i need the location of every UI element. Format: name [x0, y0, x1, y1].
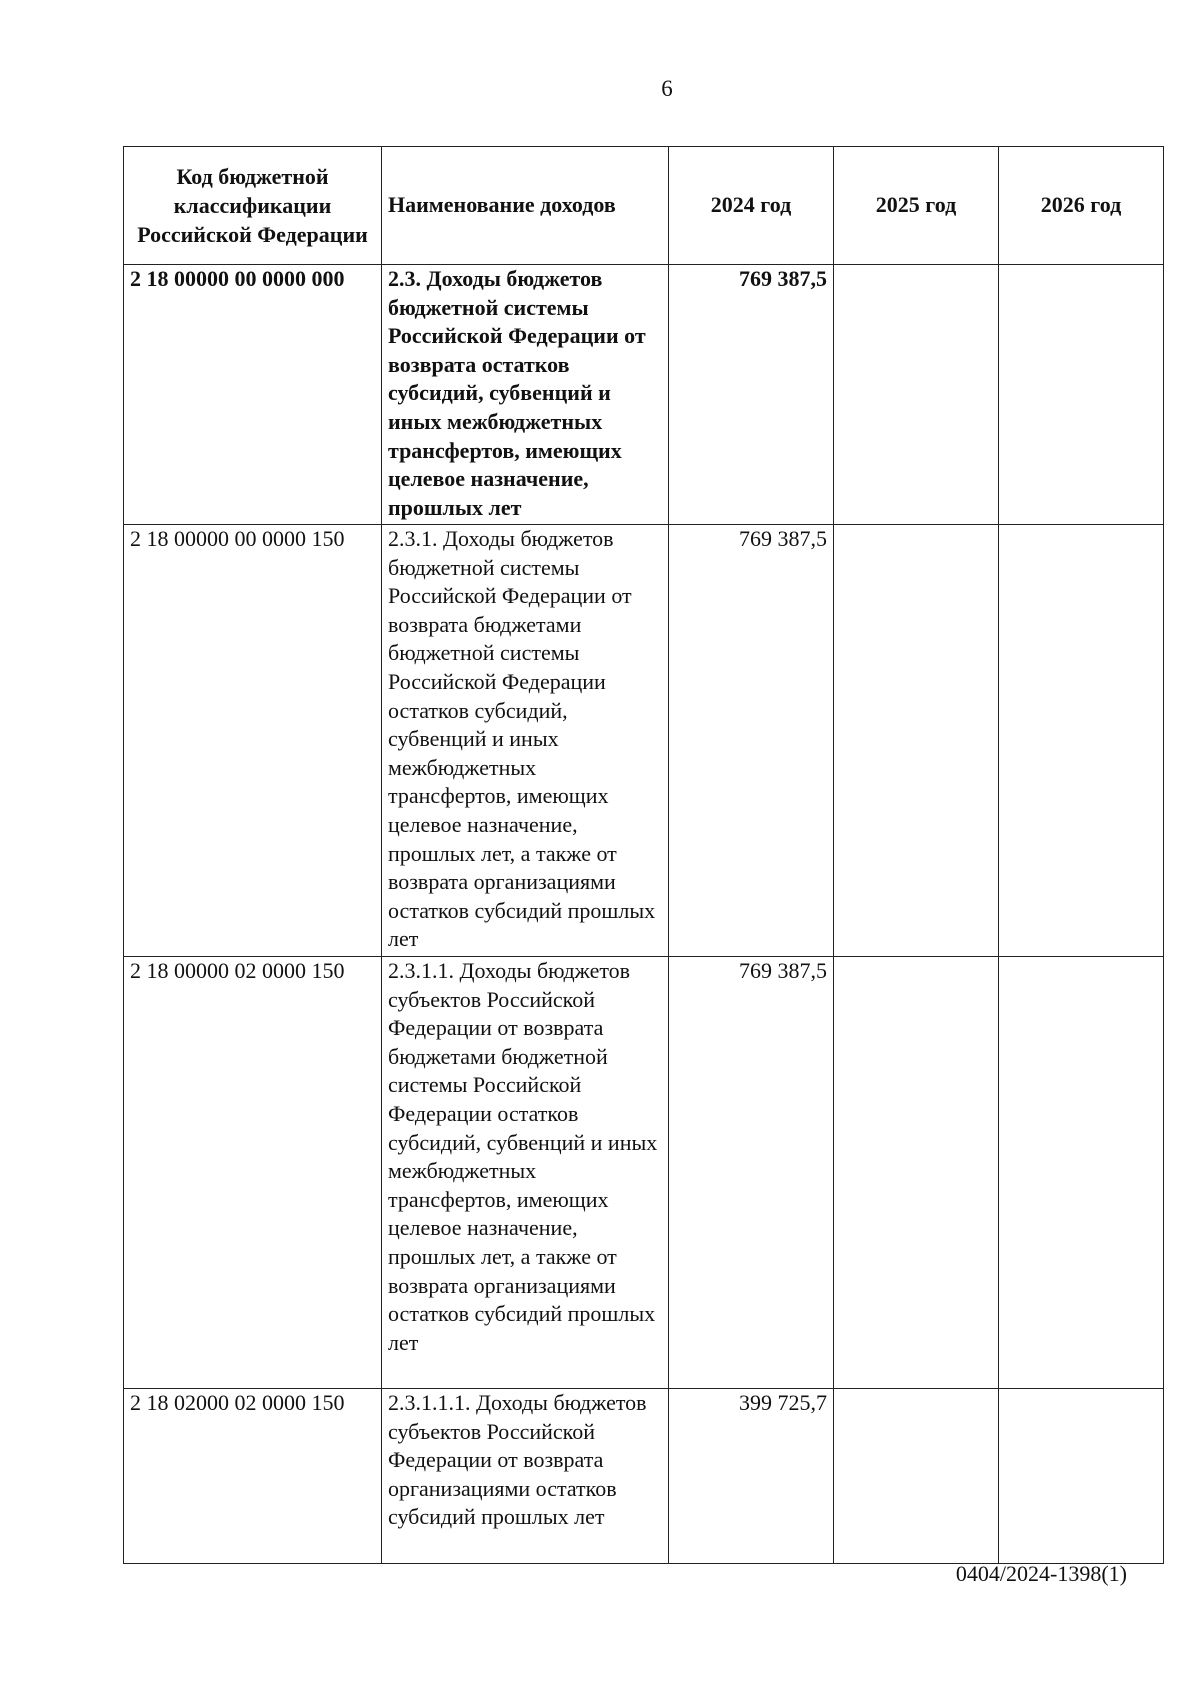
row-value-2026 [999, 1389, 1164, 1564]
row-value-2026 [999, 525, 1164, 957]
row-value-2024: 769 387,5 [669, 957, 834, 1389]
row-income-name: 2.3.1.1. Доходы бюджетов субъектов Российской Федерации от возврата бюджетами бюджетной системы Российской Федерации остатков субсидий, субвенций и иных межбюджетных трансфертов, имеющих целевое назначение, прошлых лет, а также от возврата организациями остатков субсидий прошлых лет [382, 957, 669, 1389]
row-value-2025 [834, 1389, 999, 1564]
row-value-2025 [834, 265, 999, 525]
budget-income-table [123, 146, 1164, 1564]
table-row [124, 265, 1164, 525]
row-budget-code: 2 18 00000 02 0000 150 [124, 957, 382, 1389]
row-value-2026 [999, 957, 1164, 1389]
header-year-2026: 2026 год [999, 147, 1164, 265]
table-row [124, 525, 1164, 957]
row-income-name: 2.3.1. Доходы бюджетов бюджетной системы Российской Федерации от возврата бюджетами бюджетной системы Российской Федерации остатков субсидий, субвенций и иных межбюджетных трансфертов, имеющих целевое назначение, прошлых лет, а также от возврата организациями остатков субсидий прошлых лет [382, 525, 669, 957]
table-row [124, 957, 1164, 1389]
header-budget-code: Код бюджетной классификации Российской Федерации [124, 147, 382, 265]
table-row [124, 1389, 1164, 1564]
row-value-2024: 769 387,5 [669, 265, 834, 525]
row-income-name: 2.3.1.1.1. Доходы бюджетов субъектов Российской Федерации от возврата организациями остатков субсидий прошлых лет [382, 1389, 669, 1564]
row-value-2025 [834, 957, 999, 1389]
row-value-2024: 399 725,7 [669, 1389, 834, 1564]
header-year-2024: 2024 год [669, 147, 834, 265]
row-value-2026 [999, 265, 1164, 525]
row-income-name: 2.3. Доходы бюджетов бюджетной системы Российской Федерации от возврата остатков субсидий, субвенций и иных межбюджетных трансфертов, имеющих целевое назначение, прошлых лет [382, 265, 669, 525]
row-budget-code: 2 18 00000 00 0000 150 [124, 525, 382, 957]
header-income-name: Наименование доходов [382, 147, 669, 265]
row-budget-code: 2 18 00000 00 0000 000 [124, 265, 382, 525]
header-year-2025: 2025 год [834, 147, 999, 265]
page-number: 6 [661, 76, 673, 101]
row-value-2024: 769 387,5 [669, 525, 834, 957]
row-budget-code: 2 18 02000 02 0000 150 [124, 1389, 382, 1564]
row-value-2025 [834, 525, 999, 957]
document-reference-number: 0404/2024-1398(1) [955, 1561, 1127, 1586]
table-header-row [124, 147, 1164, 265]
